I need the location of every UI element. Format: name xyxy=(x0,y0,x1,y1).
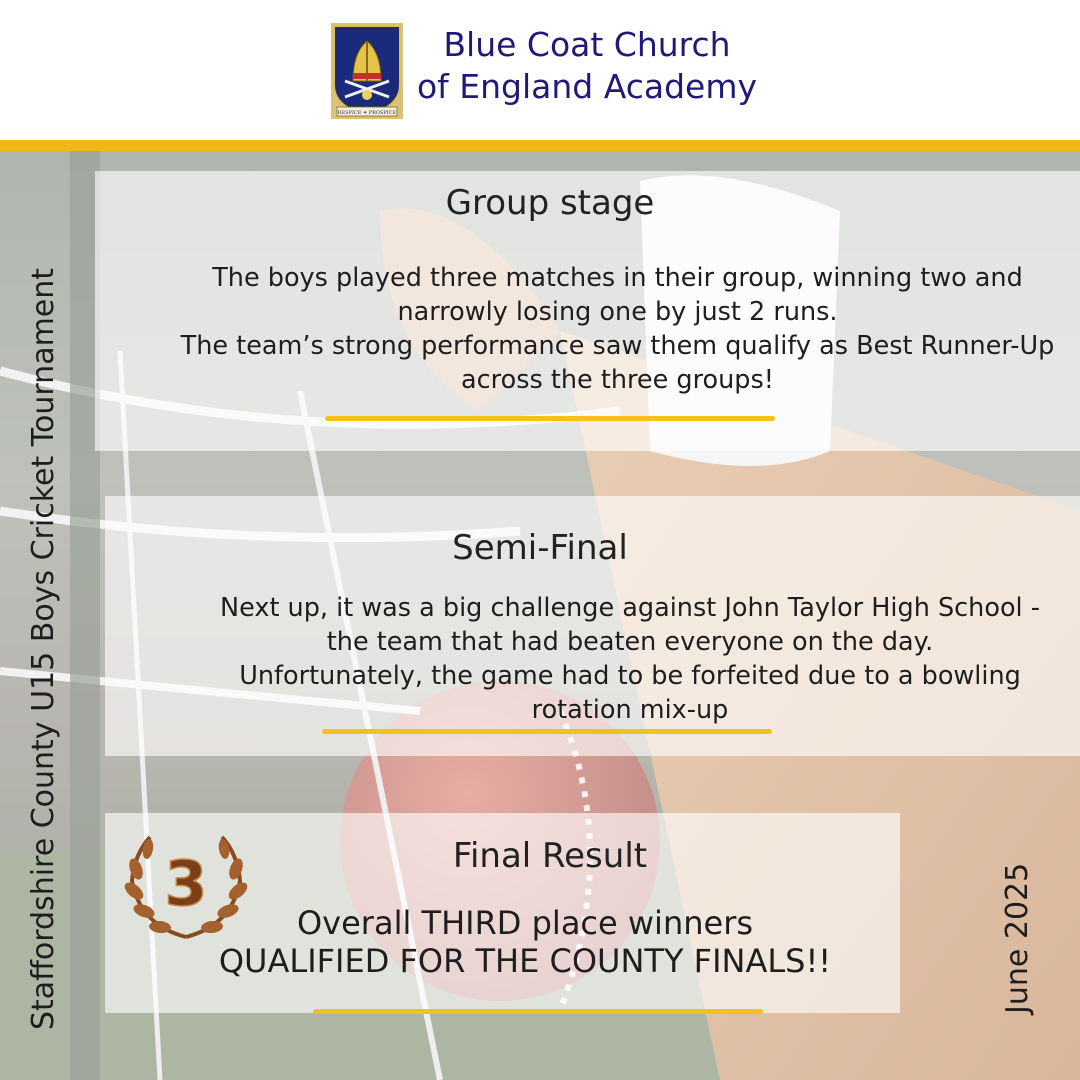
semi-final-text xyxy=(160,591,1080,727)
school-name-line1: Blue Coat Church xyxy=(443,25,731,64)
school-crest-icon xyxy=(331,23,403,119)
final-result-line: Overall THIRD place winners xyxy=(296,904,754,942)
group-stage-line: The team’s strong performance saw them qualify as Best Runner-Up xyxy=(180,331,1055,361)
group-stage-divider xyxy=(325,416,775,421)
school-name xyxy=(412,24,762,108)
semi-final-line: rotation mix-up xyxy=(531,695,729,725)
final-result-text xyxy=(140,904,910,980)
group-stage-line: narrowly losing one by just 2 runs. xyxy=(397,297,838,327)
group-stage-text xyxy=(160,261,1075,397)
group-stage-line: across the three groups! xyxy=(461,365,774,395)
semi-final-heading: Semi-Final xyxy=(452,528,628,568)
school-name-line2: of England Academy xyxy=(416,67,758,106)
header-accent-bar xyxy=(0,140,1080,151)
semi-final-line: Next up, it was a big challenge against John Taylor High School - xyxy=(220,593,1040,623)
final-result-heading: Final Result xyxy=(452,836,648,876)
crest-motto: RESPICE ✦ PROSPICE xyxy=(337,110,397,116)
group-stage-line: The boys played three matches in their group, winning two and xyxy=(212,263,1023,293)
header xyxy=(0,0,1080,140)
final-result-divider xyxy=(313,1009,763,1014)
final-result-line: QUALIFIED FOR THE COUNTY FINALS!! xyxy=(218,942,832,980)
semi-final-line: Unfortunately, the game had to be forfeited due to a bowling xyxy=(239,661,1021,691)
medal-number: 3 xyxy=(164,847,208,920)
tournament-title-vertical: Staffordshire County U15 Boys Cricket Tournament xyxy=(26,267,61,1030)
semi-final-divider xyxy=(322,729,772,734)
group-stage-heading: Group stage xyxy=(445,183,655,223)
semi-final-line: the team that had beaten everyone on the day. xyxy=(326,627,934,657)
date-vertical: June 2025 xyxy=(1000,862,1035,1014)
